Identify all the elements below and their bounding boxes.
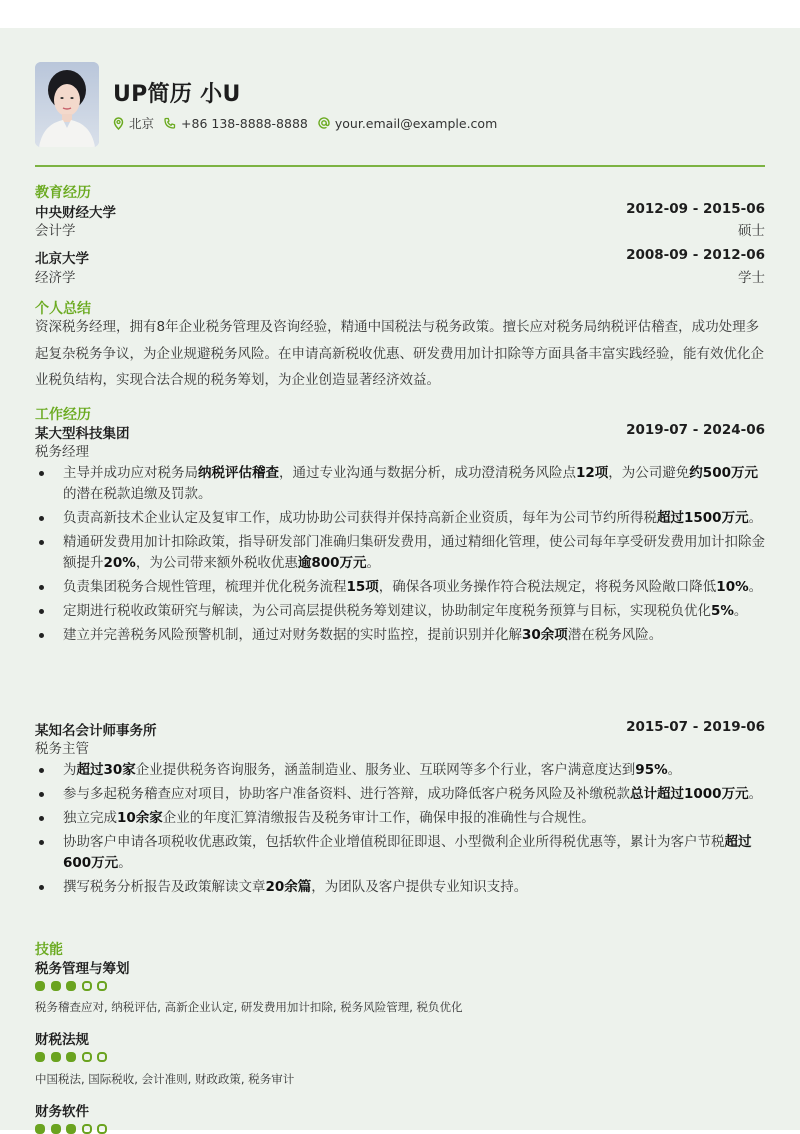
work-item-role	[35, 737, 765, 757]
section-title-skills: 技能	[35, 942, 63, 958]
email-text: your.email@example.com	[334, 115, 498, 131]
rating-dot-filled-icon	[35, 1052, 45, 1062]
rating-dot-empty-icon	[82, 1052, 92, 1062]
education-item	[35, 201, 765, 221]
candidate-name: UP简历 小U	[113, 82, 241, 107]
work-bullets	[35, 760, 765, 901]
work-bullet: 主导并成功应对税务局纳税评估稽查，通过专业沟通与数据分析，成功澄清税务风险点12项，为公司避免约500万元的潜在税款追缴及罚款。	[35, 463, 765, 505]
work-item-header	[35, 719, 765, 739]
degree: 学士	[738, 270, 765, 286]
contact-phone	[164, 116, 308, 131]
work-item-header	[35, 422, 765, 442]
skill-description: 中国税法, 国际税收, 会计准则, 财政政策, 税务审计	[35, 1072, 295, 1086]
rating-dot-filled-icon	[35, 1124, 45, 1134]
education-item-detail	[35, 266, 765, 286]
job-title: 税务主管	[35, 741, 89, 757]
rating-dot-filled-icon	[66, 1124, 76, 1134]
section-title-work: 工作经历	[35, 407, 91, 423]
rating-dot-filled-icon	[51, 1124, 61, 1134]
skill-name-row	[35, 1028, 765, 1048]
resume-page	[0, 28, 800, 1130]
work-bullet: 定期进行税收政策研究与解读，为公司高层提供税务筹划建议，协助制定年度税务预算与目标，实现税负优化5%。	[35, 601, 765, 622]
rating-dot-empty-icon	[82, 981, 92, 991]
rating-dot-empty-icon	[97, 981, 107, 991]
contact-info	[113, 114, 507, 132]
major: 经济学	[35, 270, 76, 286]
rating-dot-filled-icon	[66, 1052, 76, 1062]
skill-level-rating	[35, 981, 113, 991]
work-bullets	[35, 463, 765, 649]
resume-header	[35, 62, 765, 148]
company-name: 某知名会计师事务所	[35, 723, 157, 739]
rating-dot-filled-icon	[51, 1052, 61, 1062]
work-bullet: 精通研发费用加计扣除政策，指导研发部门准确归集研发费用，通过精细化管理，使公司每年享受研发费用加计扣除金额提升20%，为公司带来额外税收优惠逾800万元。	[35, 532, 765, 574]
section-title-summary: 个人总结	[35, 301, 91, 317]
work-bullet: 负责集团税务合规性管理，梳理并优化税务流程15项，确保各项业务操作符合税法规定，将税务风险敞口降低10%。	[35, 577, 765, 598]
contact-email	[318, 116, 497, 131]
phone-text: +86 138-8888-8888	[181, 115, 308, 131]
contact-location	[113, 114, 154, 132]
work-bullet: 建立并完善税务风险预警机制，通过对财务数据的实时监控，提前识别并化解30余项潜在税务风险。	[35, 625, 765, 646]
education-period: 2012-09 - 2015-06	[626, 201, 765, 217]
rating-dot-empty-icon	[97, 1052, 107, 1062]
school-name: 中央财经大学	[35, 205, 116, 221]
skill-description: 税务稽查应对, 纳税评估, 高新企业认定, 研发费用加计扣除, 税务风险管理, 税负优化	[35, 1000, 463, 1014]
skill-level-rating	[35, 1124, 113, 1134]
work-item-role	[35, 440, 765, 460]
skill-name: 财务软件	[35, 1104, 89, 1120]
header-divider	[35, 165, 765, 167]
at-sign-icon	[318, 117, 330, 129]
work-bullet: 负责高新技术企业认定及复审工作，成功协助公司获得并保持高新企业资质，每年为公司节约所得税超过1500万元。	[35, 508, 765, 529]
location-pin-icon	[113, 117, 124, 130]
skill-name-row	[35, 957, 765, 977]
education-item	[35, 247, 765, 267]
work-period: 2019-07 - 2024-06	[626, 422, 765, 438]
rating-dot-empty-icon	[97, 1124, 107, 1134]
work-bullet: 独立完成10余家企业的年度汇算清缴报告及税务审计工作，确保申报的准确性与合规性。	[35, 808, 765, 829]
degree: 硕士	[738, 223, 765, 239]
work-period: 2015-07 - 2019-06	[626, 719, 765, 735]
phone-icon	[164, 117, 176, 129]
school-name: 北京大学	[35, 251, 89, 267]
work-bullet: 参与多起税务稽查应对项目，协助客户准备资料、进行答辩，成功降低客户税务风险及补缴税款总计超过1000万元。	[35, 784, 765, 805]
location-text: 北京	[129, 116, 155, 131]
education-item-detail	[35, 219, 765, 239]
rating-dot-filled-icon	[66, 981, 76, 991]
skill-level-rating	[35, 1052, 113, 1062]
section-title-education: 教育经历	[35, 185, 91, 201]
skill-name: 税务管理与筹划	[35, 961, 130, 977]
work-bullet: 协助客户申请各项税收优惠政策，包括软件企业增值税即征即退、小型微利企业所得税优惠等，累计为客户节税超过600万元。	[35, 832, 765, 874]
rating-dot-filled-icon	[35, 981, 45, 991]
rating-dot-empty-icon	[82, 1124, 92, 1134]
work-bullet: 撰写税务分析报告及政策解读文章20余篇，为团队及客户提供专业知识支持。	[35, 877, 765, 898]
work-bullet: 为超过30家企业提供税务咨询服务，涵盖制造业、服务业、互联网等多个行业，客户满意度达到95%。	[35, 760, 765, 781]
avatar	[35, 62, 99, 147]
major: 会计学	[35, 223, 76, 239]
skill-name: 财税法规	[35, 1032, 89, 1048]
company-name: 某大型科技集团	[35, 426, 130, 442]
job-title: 税务经理	[35, 444, 89, 460]
skill-name-row	[35, 1100, 765, 1120]
summary-text: 资深税务经理，拥有8年企业税务管理及咨询经验，精通中国税法与税务政策。擅长应对税务局纳税评估稽查，成功处理多起复杂税务争议，为企业规避税务风险。在申请高新税收优惠、研发费用加计扣除等方面具备丰富实践经验，能有效优化企业税负结构，实现合法合规的税务筹划，为企业创造显著经济效益。	[35, 319, 764, 388]
rating-dot-filled-icon	[51, 981, 61, 991]
education-period: 2008-09 - 2012-06	[626, 247, 765, 263]
